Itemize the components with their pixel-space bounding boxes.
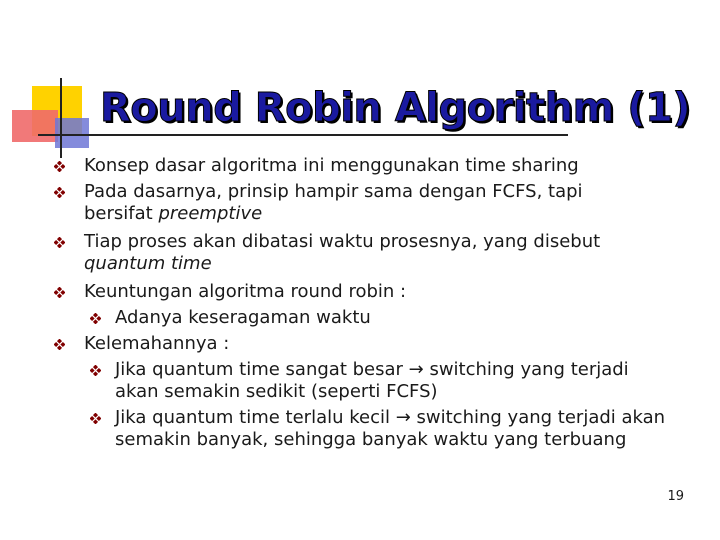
quad-diamond-bullet-icon xyxy=(54,287,65,298)
bullet-text: Adanya keseragaman waktu xyxy=(115,307,371,328)
bullet-text: Konsep dasar algoritma ini menggunakan time sharing xyxy=(84,155,579,176)
quad-diamond-bullet-icon xyxy=(54,237,65,248)
quad-diamond-bullet-icon xyxy=(54,187,65,198)
quad-diamond-bullet-icon xyxy=(54,161,65,172)
bullet-item-4 xyxy=(84,281,654,303)
title-underline xyxy=(38,134,568,136)
sub-bullet-item-5-2 xyxy=(115,407,675,451)
quad-diamond-bullet-icon xyxy=(54,339,65,350)
bullet-emphasis: quantum time xyxy=(84,253,212,274)
slide-title: Round Robin Algorithm (1) xyxy=(100,85,691,131)
bullet-text: Kelemahannya : xyxy=(84,333,230,354)
bullet-item-2 xyxy=(84,181,654,225)
quad-diamond-bullet-icon xyxy=(90,313,101,324)
bullet-emphasis: preemptive xyxy=(158,203,263,224)
page-number: 19 xyxy=(667,489,684,504)
decorative-vertical-line xyxy=(60,78,62,158)
bullet-item-5 xyxy=(84,333,654,355)
decorative-red-square xyxy=(12,110,58,142)
bullet-text: Pada dasarnya, prinsip hampir sama dengan FCFS, tapi bersifat xyxy=(84,181,583,224)
quad-diamond-bullet-icon xyxy=(90,413,101,424)
quad-diamond-bullet-icon xyxy=(90,365,101,376)
bullet-text: Tiap proses akan dibatasi waktu prosesnya, yang disebut xyxy=(84,231,601,252)
bullet-text: Keuntungan algoritma round robin : xyxy=(84,281,407,302)
bullet-text: Jika quantum time sangat besar → switching yang terjadi akan semakin sedikit (seperti FCFS) xyxy=(115,359,629,402)
bullet-text: Jika quantum time terlalu kecil → switching yang terjadi akan semakin banyak, sehingga banyak waktu yang terbuang xyxy=(115,407,666,450)
bullet-item-3 xyxy=(84,231,654,275)
sub-bullet-item-4-1 xyxy=(115,307,675,329)
sub-bullet-item-5-1 xyxy=(115,359,675,403)
bullet-item-1 xyxy=(84,155,654,177)
